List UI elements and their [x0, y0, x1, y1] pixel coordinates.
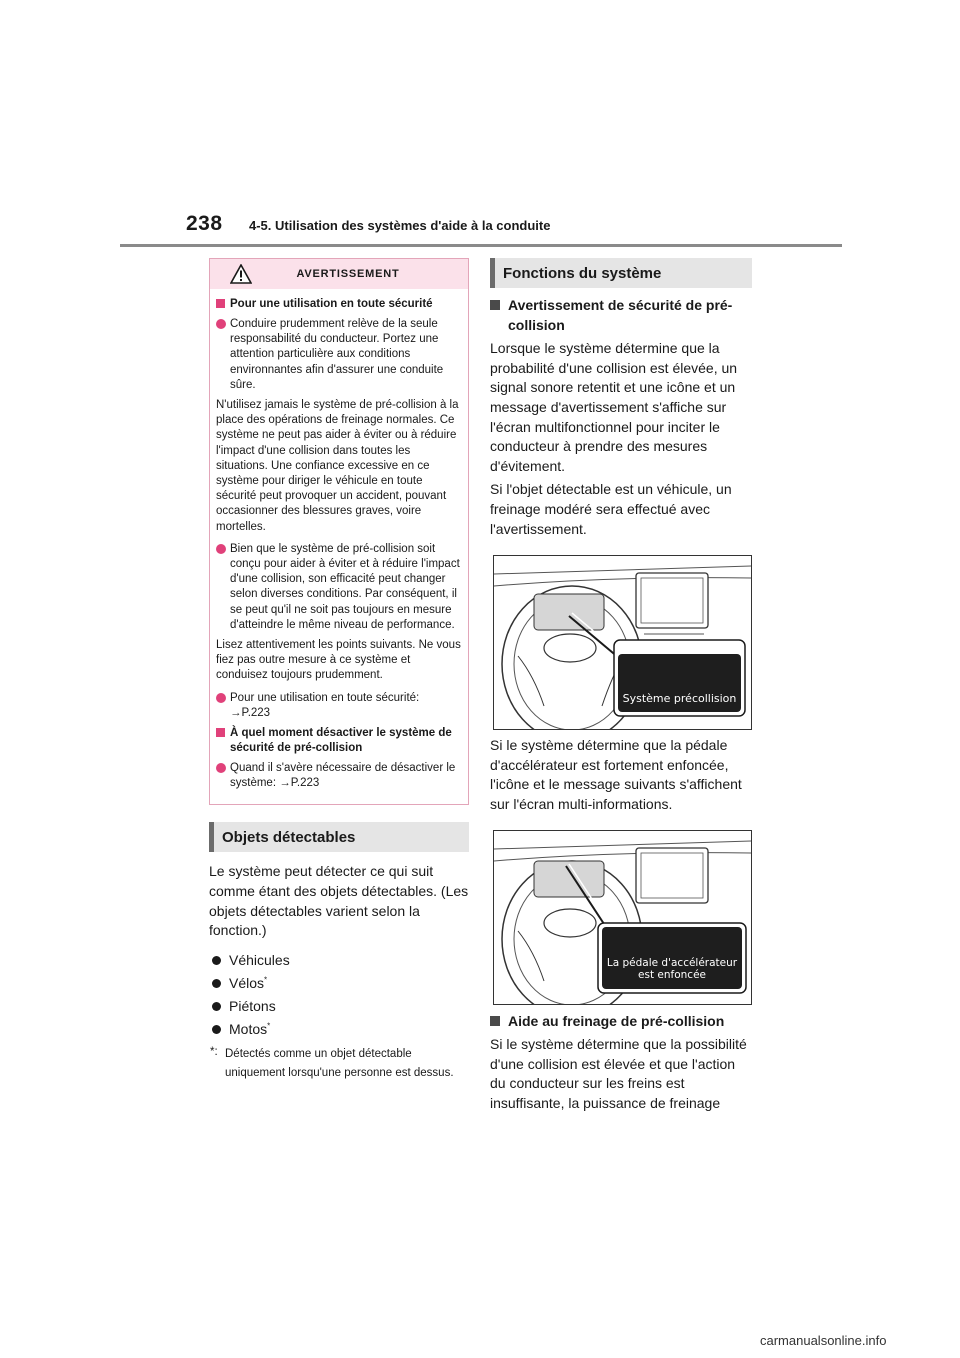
footnote: *: Détectés comme un objet détectable uniquement lorsqu'une personne est dessus. — [209, 1045, 469, 1083]
bullet-icon — [212, 1025, 221, 1034]
warning-box — [209, 258, 469, 805]
footnote-mark: *: — [210, 1045, 218, 1058]
footnote-asterisk: * — [264, 975, 268, 985]
warning-body — [210, 289, 468, 804]
callout-precollision — [618, 654, 741, 712]
bullet-icon — [212, 1002, 221, 1011]
fonctions-paragraph: Si le système détermine que la possibilité d'une collision est élevée et que l'action du conducteur sur les freins est insuffisante, la puissance de freinage — [490, 1036, 747, 1111]
square-bullet-icon — [216, 728, 225, 737]
warning-triangle-icon — [230, 264, 252, 284]
bullet-icon — [212, 956, 221, 965]
subheading-braking: Aide au freinage de pré-collision — [490, 1012, 752, 1032]
section-header-fonctions: Fonctions du système — [490, 258, 752, 288]
circle-bullet-icon — [216, 319, 226, 329]
section-title: 4-5. Utilisation des systèmes d'aide à la conduite — [249, 218, 551, 233]
list-item: Vélos* — [209, 974, 469, 993]
callout-label: La pédale d'accélérateur est enfoncée — [606, 956, 738, 981]
subheading-warning: Avertissement de sécurité de pré-collision — [490, 296, 752, 335]
warning-bullet: Quand il s'avère nécessaire de désactiver le système: →P.223 — [216, 761, 462, 791]
section-header-objets: Objets détectables — [209, 822, 469, 852]
list-item: Véhicules — [209, 951, 469, 970]
warning-paragraph: N'utilisez jamais le système de pré-collision à la place des opérations de freinage normales. Ce système ne peut pas aider à éviter ou à réduire l'impact d'une collision dans toutes les situations. Une confiance excessive en ce système pour diriger le véhicule en toute sécurité peut provoquer un accident, pouvant occasionner des blessures graves, voire mortelles. — [216, 399, 459, 533]
square-bullet-icon — [490, 300, 500, 310]
header-rule — [120, 244, 842, 247]
page-reference-link[interactable]: →P.223 — [230, 706, 271, 719]
square-bullet-icon — [216, 299, 225, 308]
objets-intro: Le système peut détecter ce qui suit comme étant des objets détectables. (Les objets détectables varient selon la fonction.) — [209, 863, 469, 939]
circle-bullet-icon — [216, 693, 226, 703]
warning-bullet: Conduire prudemment relève de la seule responsabilité du conducteur. Portez une attention particulière aux conditions environnantes afin d'assurer une conduite sûre. — [216, 317, 462, 393]
warning-heading-safety: Pour une utilisation en toute sécurité — [216, 297, 462, 312]
warning-bullet: Pour une utilisation en toute sécurité: →P.223 — [216, 691, 462, 721]
watermark-text: carmanualsonline.info — [760, 1333, 887, 1348]
warning-paragraph: Lisez attentivement les points suivants. Ne vous fiez pas outre mesure à ce système et conduisez toujours prudemment. — [216, 639, 461, 682]
dashboard-illustration-1 — [493, 555, 752, 730]
dashboard-illustration-2 — [493, 830, 752, 1005]
left-column — [209, 258, 469, 1083]
warning-heading-deactivate: À quel moment désactiver le système de sécurité de pré-collision — [216, 726, 462, 756]
right-column — [490, 258, 752, 1113]
fonctions-paragraph: Lorsque le système détermine que la probabilité d'une collision est élevée, un signal sonore retentit et une icône et un message d'avertissement s'affiche sur l'écran multifonctionnel pour inciter le conducteur à prendre des mesures d'évitement. — [490, 340, 738, 474]
circle-bullet-icon — [216, 544, 226, 554]
square-bullet-icon — [490, 1016, 500, 1026]
circle-bullet-icon — [216, 763, 226, 773]
bullet-icon — [212, 979, 221, 988]
callout-label: Système précollision — [622, 692, 737, 706]
warning-bullet: Bien que le système de pré-collision soit conçu pour aider à éviter et à réduire l'impact d'une collision, son efficacité peut changer selon diverses conditions. Par conséquent, il se peut qu'il ne soit pas toujours en mesure d'atteindre le même niveau de performance. — [216, 542, 462, 633]
footnote-asterisk: * — [267, 1021, 271, 1031]
fonctions-paragraph: Si l'objet détectable est un véhicule, un freinage modéré sera effectué avec l'avertissement. — [490, 481, 732, 537]
fonctions-paragraph: Si le système détermine que la pédale d'accélérateur est fortement enfoncée, l'icône et le message suivants s'affichent sur l'écran multi-informations. — [490, 737, 742, 812]
page-reference-link[interactable]: →P.223 — [279, 777, 320, 790]
warning-title: AVERTISSEMENT — [296, 268, 400, 280]
callout-accelerator — [602, 927, 742, 989]
warning-header — [210, 259, 468, 289]
list-item: Piétons — [209, 997, 469, 1016]
page-number: 238 — [186, 212, 223, 235]
list-item: Motos* — [209, 1020, 469, 1039]
